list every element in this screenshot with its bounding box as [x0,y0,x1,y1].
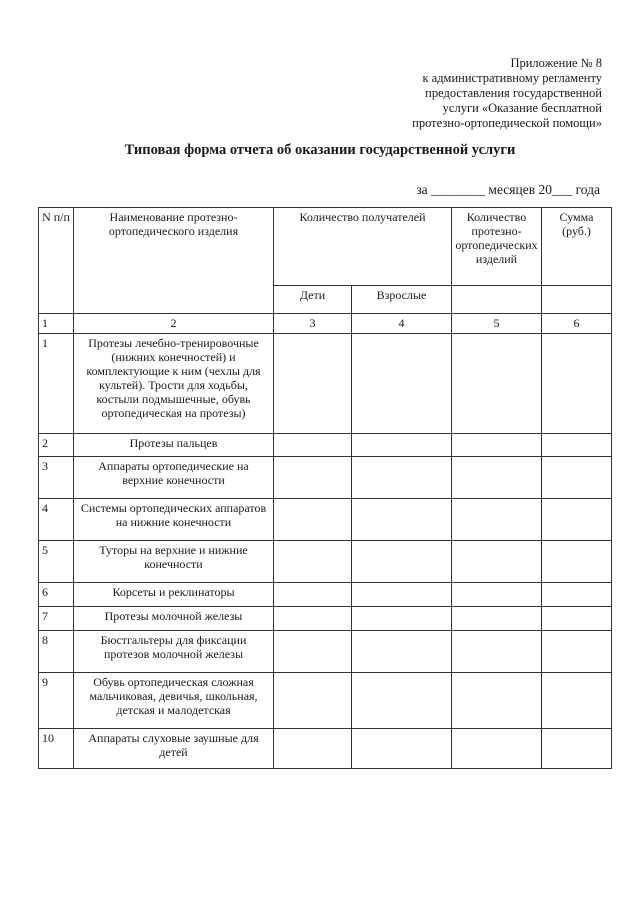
row-item-name: Системы ортопедических аппаратов на нижние конечности [74,499,274,541]
row-item-name: Протезы молочной железы [74,607,274,631]
row-item-name: Корсеты и реклинаторы [74,583,274,607]
row-number: 1 [39,334,74,434]
col-number: 1 [39,314,74,334]
cell-children [274,583,352,607]
cell-adults [352,631,452,673]
table-row [39,673,612,729]
cell-sum [542,729,612,769]
cell-adults [352,499,452,541]
report-period: за ________ месяцев 20___ года [416,182,600,197]
cell-quantity [452,541,542,583]
cell-sum [542,457,612,499]
table-row [39,499,612,541]
row-number: 9 [39,673,74,729]
header-name: Наименование протезно-ортопедического изделия [74,208,274,314]
row-number: 4 [39,499,74,541]
cell-adults [352,457,452,499]
row-number: 10 [39,729,74,769]
cell-children [274,607,352,631]
cell-children [274,334,352,434]
cell-sum [542,434,612,457]
cell-quantity [452,583,542,607]
appendix-line-2: к административному регламенту [422,71,602,85]
cell-children [274,631,352,673]
cell-quantity [452,607,542,631]
cell-children [274,541,352,583]
table-row [39,434,612,457]
column-number-row [39,314,612,334]
cell-adults [352,673,452,729]
cell-quantity [452,499,542,541]
row-item-name: Аппараты слуховые заушные для детей [74,729,274,769]
row-number: 5 [39,541,74,583]
cell-quantity [452,631,542,673]
header-children: Дети [274,286,352,314]
cell-adults [352,729,452,769]
appendix-line-5: протезно-ортопедической помощи» [412,116,602,130]
row-number: 2 [39,434,74,457]
row-item-name: Туторы на верхние и нижние конечности [74,541,274,583]
table-row [39,607,612,631]
row-number: 6 [39,583,74,607]
appendix-header [412,56,602,131]
row-number: 7 [39,607,74,631]
row-number: 8 [39,631,74,673]
page-title: Типовая форма отчета об оказании государственной услуги [124,142,516,158]
cell-sum [542,334,612,434]
cell-sum [542,541,612,583]
header-quantity-blank [452,286,542,314]
row-item-name: Протезы пальцев [74,434,274,457]
report-table [38,207,612,769]
table-row [39,541,612,583]
appendix-line-4: услуги «Оказание бесплатной [442,101,602,115]
col-number: 2 [74,314,274,334]
cell-children [274,499,352,541]
cell-adults [352,541,452,583]
col-number: 3 [274,314,352,334]
table-row [39,334,612,434]
cell-adults [352,334,452,434]
cell-sum [542,583,612,607]
row-number: 3 [39,457,74,499]
header-recipients: Количество получателей [274,208,452,286]
row-item-name: Аппараты ортопедические на верхние конечности [74,457,274,499]
cell-sum [542,607,612,631]
appendix-line-3: предоставления государственной [425,86,602,100]
cell-children [274,673,352,729]
table-row [39,583,612,607]
cell-quantity [452,729,542,769]
cell-adults [352,583,452,607]
row-item-name: Бюстгальтеры для фиксации протезов молочной железы [74,631,274,673]
col-number: 5 [452,314,542,334]
row-item-name: Обувь ортопедическая сложная мальчиковая, девичья, школьная, детская и малодетская [74,673,274,729]
cell-quantity [452,334,542,434]
appendix-line-1: Приложение № 8 [510,56,602,70]
table-header-row [39,208,612,286]
cell-quantity [452,673,542,729]
table-row [39,729,612,769]
cell-children [274,434,352,457]
row-item-name: Протезы лечебно-тренировочные (нижних конечностей) и комплектующие к ним (чехлы для культей). Трости для ходьбы, костыли подмышечные, обувь ортопедическая на протезы) [74,334,274,434]
header-adults: Взрослые [352,286,452,314]
header-quantity: Количество протезно-ортопедических изделий [452,208,542,286]
cell-children [274,457,352,499]
header-sum: Сумма (руб.) [542,208,612,286]
cell-quantity [452,457,542,499]
col-number: 4 [352,314,452,334]
table-row [39,457,612,499]
cell-quantity [452,434,542,457]
cell-sum [542,673,612,729]
header-num: N п/п [39,208,74,314]
cell-sum [542,631,612,673]
header-sum-blank [542,286,612,314]
cell-sum [542,499,612,541]
cell-adults [352,434,452,457]
cell-children [274,729,352,769]
col-number: 6 [542,314,612,334]
table-row [39,631,612,673]
cell-adults [352,607,452,631]
